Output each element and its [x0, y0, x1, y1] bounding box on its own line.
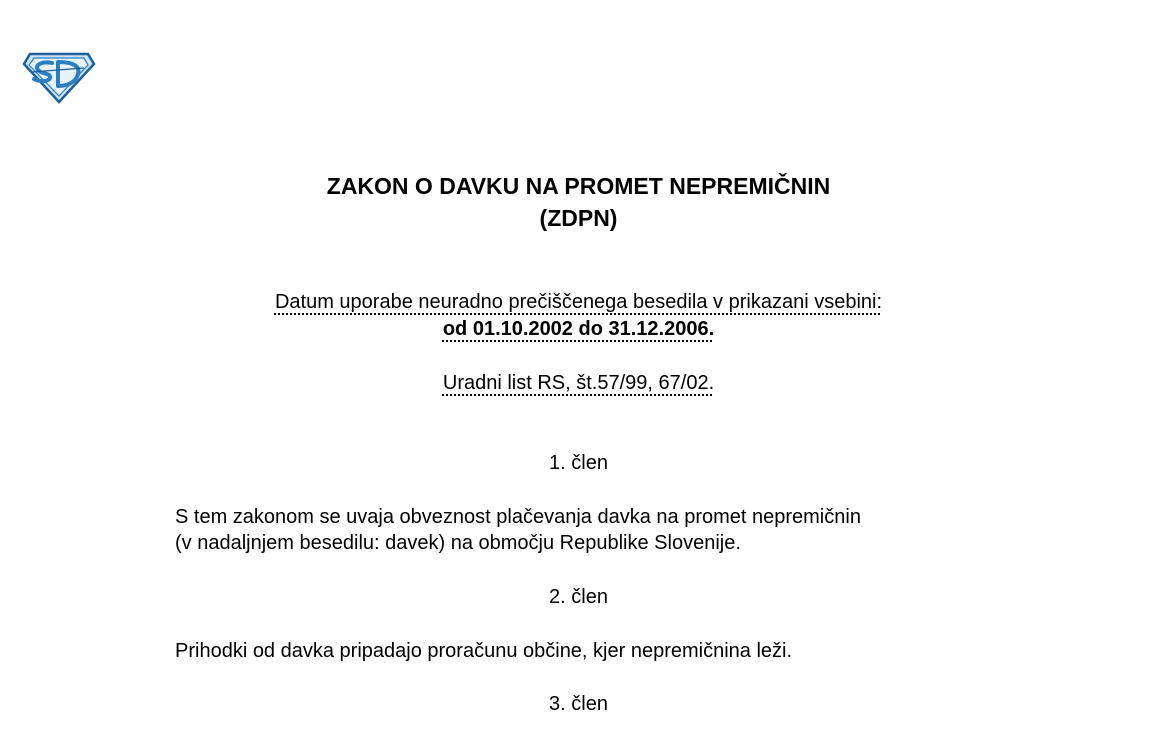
article-body — [175, 504, 1035, 556]
article-heading: 1. člen — [549, 452, 608, 474]
sd-logo-icon — [22, 48, 96, 104]
article-body — [175, 638, 1035, 664]
gazette-line — [0, 370, 1157, 396]
sd-shield-logo — [22, 48, 96, 104]
document-abbreviation: (ZDPN) — [539, 205, 618, 231]
validity-period: od 01.10.2002 do 31.12.2006. — [442, 318, 715, 340]
validity-label-line — [0, 289, 1157, 315]
article-text-line: S tem zakonom se uvaja obveznost plačevanja davka na promet nepremičnin — [175, 506, 861, 528]
document-title: ZAKON O DAVKU NA PROMET NEPREMIČNIN — [326, 173, 831, 199]
document-title-block — [0, 170, 1157, 234]
gazette-reference: Uradni list RS, št.57/99, 67/02. — [442, 372, 715, 394]
validity-label: Datum uporabe neuradno prečiščenega besedila v prikazani vsebini: — [274, 291, 883, 313]
article-heading: 3. člen — [549, 693, 608, 715]
article-text-line: (v nadaljnjem besedilu: davek) na območju Republike Slovenije. — [175, 532, 741, 554]
article-text-line: Prihodki od davka pripadajo proračunu občine, kjer nepremičnina leži. — [175, 640, 793, 662]
article-heading: 2. člen — [549, 586, 608, 608]
validity-period-line — [0, 316, 1157, 342]
